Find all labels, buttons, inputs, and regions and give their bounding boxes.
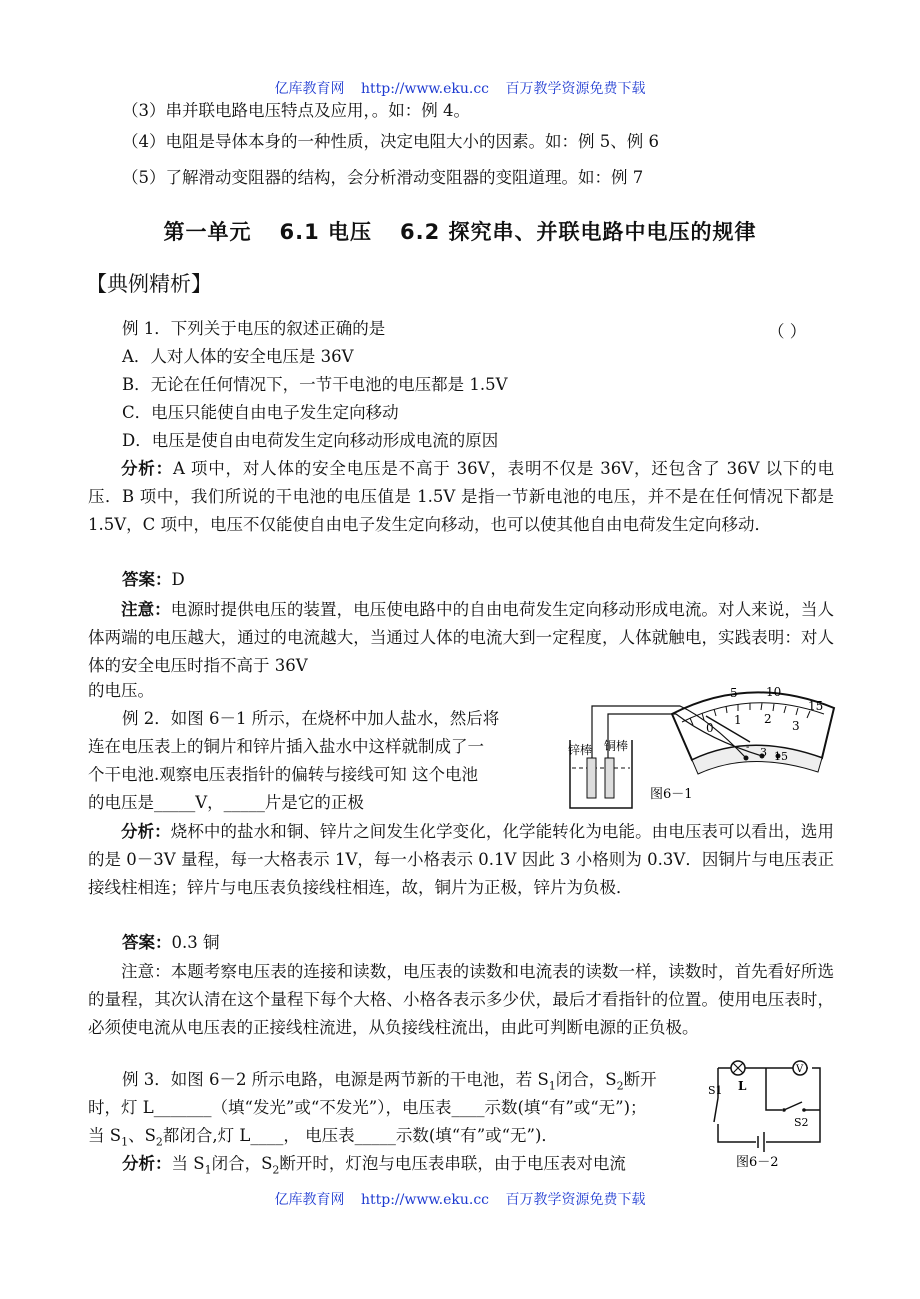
section-heading: 【典例精析】 — [86, 272, 212, 296]
voltmeter-label: V — [796, 1064, 804, 1075]
title-part1: 6.1 电压 — [279, 220, 372, 244]
switch1-label: S1 — [708, 1084, 723, 1097]
ex3-q1-sub2: 2 — [616, 1079, 624, 1093]
terminal-neg: - — [746, 742, 750, 753]
figure-6-1 — [560, 680, 840, 812]
ex2-analysis-text: 烧杯中的盐水和铜、锌片之间发生化学变化，化学能转化为电能。由电压表可以看出，选用的是 0－3V 量程，每一大格表示 1V，每一小格表示 0.1V 因此 3 小格则为 0.3V．因铜片与电压表正接线柱相连；锌片与电压表负接线柱相连，故，铜片为正极，锌片为负极． — [88, 822, 834, 897]
page-title — [0, 216, 920, 246]
lamp-label: L — [738, 1079, 747, 1093]
footer-slogan: 百万教学资源免费下载 — [505, 1192, 646, 1208]
ex2-analysis-label: 分析： — [121, 822, 171, 841]
ex1-question: 例 1．下列关于电压的叙述正确的是 — [122, 319, 386, 338]
header-site: 亿库教育网 — [274, 81, 345, 97]
ex3-q3-sub1: 1 — [121, 1135, 129, 1149]
ex3-q3-b: 、S — [128, 1126, 156, 1145]
ex1-answer-label: 答案： — [122, 570, 172, 589]
ex2-question-line2: 连在电压表上的铜片和锌片插入盐水中这样就制成了一 — [88, 737, 484, 756]
ex3-q1-b: 闭合，S — [555, 1070, 617, 1089]
figure-6-2 — [708, 1046, 838, 1172]
ex3-q3-sub2: 2 — [155, 1135, 163, 1149]
ex3-q1-sub1: 1 — [548, 1079, 556, 1093]
ex2-note: 注意：本题考察电压表的连接和读数，电压表的读数和电流表的读数一样，读数时，首先看好所选的量程，其次认清在这个量程下每个大格、小格各表示多少伏，最后才看指针的位置。使用电压表时，必须使电流从电压表的正接线柱流进，从负接线柱流出，由此可判断电源的正负极。 — [88, 962, 834, 1037]
scale-bottom-3: 3 — [792, 719, 800, 733]
ex3-q3-a: 当 S — [88, 1126, 122, 1145]
terminal-15: 15 — [774, 750, 788, 763]
title-unit: 第一单元 — [163, 220, 252, 244]
scale-top-15: 15 — [808, 699, 824, 713]
figure-6-2-caption: 图6－2 — [736, 1155, 779, 1170]
ex2-answer-value: 0.3 铜 — [171, 933, 220, 952]
ex1-option-d: D．电压是使自由电荷发生定向移动形成电流的原因 — [122, 431, 499, 450]
ex3-question-line2: 时，灯 L_______（填“发光”或“不发光”），电压表____示数(填“有”或“无”)； — [88, 1098, 647, 1117]
ex1-note-end: 的电压。 — [88, 681, 154, 700]
ex3-q3-c: 都闭合,灯 L____， 电压表_____示数(填“有”或“无”)． — [162, 1126, 558, 1145]
ex2-question-line3: 个干电池.观察电压表指针的偏转与接线可知 这个电池 — [88, 765, 478, 784]
page-footer — [0, 1189, 920, 1209]
ex3-question-line1 — [122, 1069, 657, 1097]
scale-bottom-0: 0 — [706, 721, 714, 735]
ex1-option-a: A．人对人体的安全电压是 36V — [122, 347, 354, 366]
ex2-question-line1: 例 2．如图 6－1 所示，在烧杯中加人盐水，然后将 — [122, 709, 500, 728]
point-5: （5）了解滑动变阻器的结构，会分析滑动变阻器的变阻道理。如：例 7 — [122, 168, 644, 187]
ex3-analysis-sub2: 2 — [272, 1163, 280, 1177]
ex1-analysis-text: A 项中，对人体的安全电压是不高于 36V，表明不仅是 36V，还包含了 36V 以下的电压．B 项中，我们所说的干电池的电压值是 1.5V 是指一节新电池的电压，并不是在任何情况下都是 1.5V，C 项中，电压不仅能使自由电子发生定向移动，也可以使其他自由电荷发生定向移动． — [88, 459, 835, 534]
ex3-analysis-sub1: 1 — [204, 1163, 212, 1177]
ex3-question-line3 — [88, 1125, 558, 1153]
ex1-analysis — [88, 455, 834, 539]
ex2-question-line4: 的电压是_____V，_____片是它的正极 — [88, 793, 364, 812]
header-slogan: 百万教学资源免费下载 — [505, 81, 646, 97]
terminal-3: 3 — [760, 746, 767, 759]
ex2-answer-label: 答案： — [122, 933, 172, 952]
ex2-answer — [122, 932, 220, 954]
ex3-analysis-label: 分析： — [122, 1154, 172, 1173]
ex1-answer-value: D — [171, 570, 185, 589]
footer-url[interactable]: http://www.eku.cc — [360, 1192, 490, 1208]
ex3-analysis-a: 当 S — [171, 1154, 205, 1173]
ex2-analysis — [88, 818, 834, 902]
ex3-q1-a: 例 3．如图 6－2 所示电路，电源是两节新的干电池，若 S — [122, 1070, 549, 1089]
footer-site: 亿库教育网 — [274, 1192, 345, 1208]
point-4: （4）电阻是导体本身的一种性质，决定电阻大小的因素。如：例 5、例 6 — [122, 132, 659, 151]
ex1-answer-paren: （ ） — [768, 322, 807, 341]
figure-6-1-caption: 图6－1 — [650, 787, 693, 802]
zinc-label: 锌棒 — [568, 743, 593, 757]
ex1-option-b: B．无论在任何情况下，一节干电池的电压都是 1.5V — [122, 375, 508, 394]
ex1-note-label: 注意： — [121, 600, 171, 619]
copper-label: 铜棒 — [604, 739, 629, 753]
scale-bottom-1: 1 — [734, 713, 742, 727]
ex1-option-c: C．电压只能使自由电子发生定向移动 — [122, 403, 399, 422]
scale-top-5: 5 — [730, 686, 738, 700]
scale-top-10: 10 — [766, 685, 782, 699]
ex1-answer — [122, 569, 185, 591]
ex3-q1-c: 断开 — [623, 1070, 657, 1089]
point-3: （3）串并联电路电压特点及应用，。如：例 4。 — [122, 101, 470, 120]
page-header — [0, 78, 920, 98]
title-part2: 6.2 探究串、并联电路中电压的规律 — [400, 220, 757, 244]
switch2-label: S2 — [794, 1116, 809, 1129]
ex1-note-text: 电源时提供电压的装置，电压使电路中的自由电荷发生定向移动形成电流。对人来说，当人体两端的电压越大，通过的电流越大，当通过人体的电流大到一定程度，人体就触电，实践表明：对人体的安全电压时指不高于 36V — [88, 600, 834, 675]
scale-bottom-2: 2 — [764, 712, 772, 726]
ex1-analysis-label: 分析： — [121, 459, 173, 478]
ex3-analysis-c: 断开时，灯泡与电压表串联，由于电压表对电流 — [279, 1154, 626, 1173]
header-url[interactable]: http://www.eku.cc — [360, 81, 490, 97]
ex3-analysis — [122, 1153, 626, 1181]
ex3-analysis-b: 闭合，S — [211, 1154, 273, 1173]
ex1-note — [88, 596, 834, 680]
